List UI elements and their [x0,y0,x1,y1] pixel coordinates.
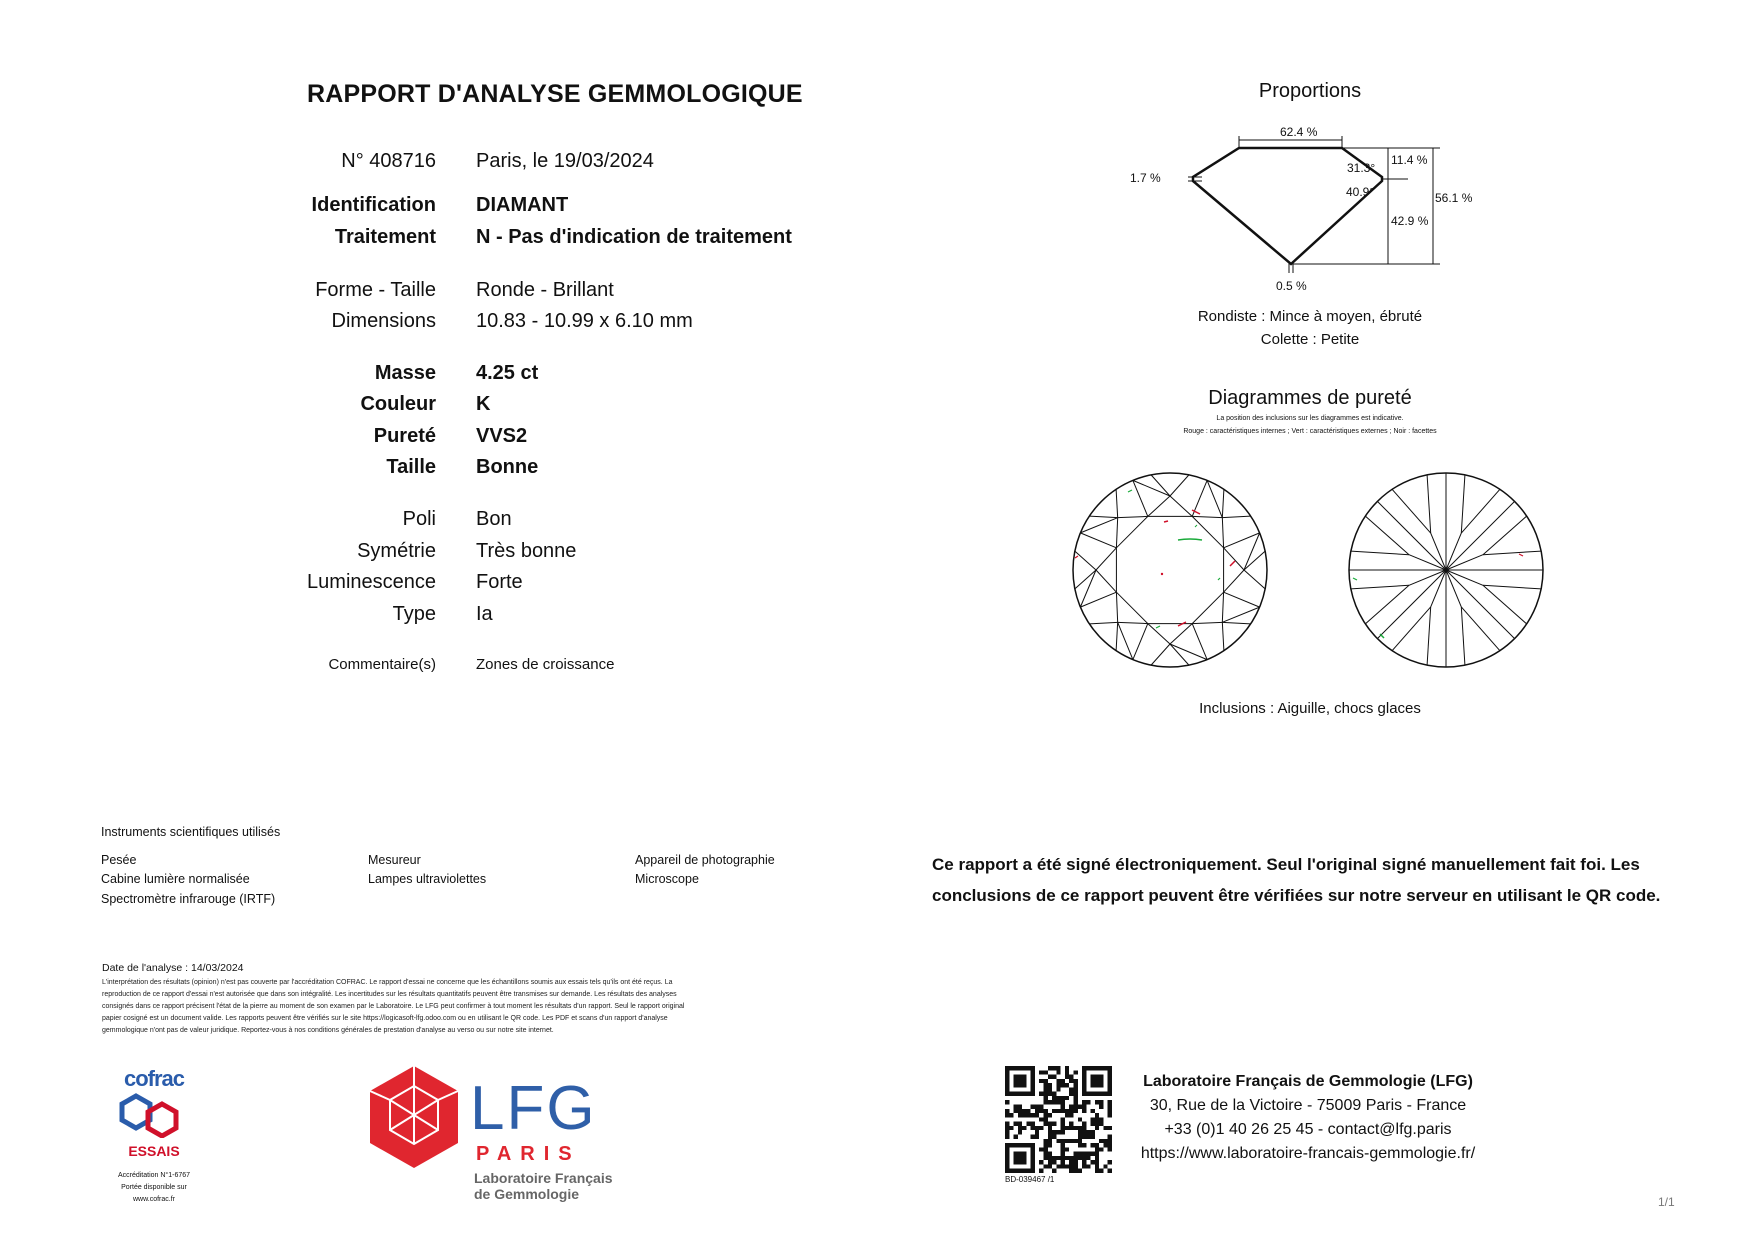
signature-line-2: conclusions de ce rapport peuvent être vérifiées sur notre serveur en utilisant le QR code. [932,886,1661,905]
proportions-title: Proportions [1258,80,1362,102]
signature-line-1: Ce rapport a été signé électroniquement. Seul l'original signé manuellement fait foi. Les [932,855,1640,874]
identification-label: Identification [311,194,436,216]
shape-label: Forme - Taille [315,279,436,301]
treatment-value: N - Pas d'indication de traitement [476,226,792,248]
rondiste-text: Rondiste : Mince à moyen, ébruté [1197,308,1423,325]
girdle-pct: 1.7 % [1130,171,1161,185]
legal-line: consignés dans ce rapport précisent l'état de la pierre au moment de son examen par le Laboratoire. Le LFG peut confirmer à tout moment les résultats d'un rapport. Seul le rapport original [102,1003,685,1010]
clarity-label: Pureté [373,425,436,447]
cofrac-site: www.cofrac.fr [132,1196,175,1203]
pavilion-depth: 42.9 % [1391,214,1429,228]
type-value: Ia [476,603,493,625]
pavilion-clarity-diagram [1346,470,1546,670]
clarity-note-2: Rouge : caractéristiques internes ; Vert : caractéristiques externes ; Noir : facettes [1183,428,1437,435]
cofrac-accreditation: Accréditation N°1-6767 [117,1172,191,1179]
symmetry-label: Symétrie [357,540,436,562]
cofrac-info [94,1170,214,1206]
cofrac-essais: ESSAIS [128,1143,180,1159]
cofrac-hexagon-icon [114,1090,194,1138]
lab-address: 30, Rue de la Victoire - 75009 Paris - France [1149,1097,1467,1114]
crown-height: 11.4 % [1391,153,1428,167]
symmetry-value: Très bonne [476,540,577,562]
legal-notice [102,977,882,1037]
instrument-item: Pesée [101,853,137,867]
color-label: Couleur [360,393,436,415]
proportions-diagram [1130,118,1490,303]
cofrac-brand: cofrac [123,1066,185,1091]
lfg-name-line-2: de Gemmologie [474,1186,580,1202]
crown-clarity-diagram [1070,470,1270,670]
luminescence-value: Forte [476,571,523,593]
treatment-label: Traitement [334,226,436,248]
legal-line: papier cosigné est un document valide. Les rapports peuvent être vérifiés sur le site https://logicasoft-lfg.odoo.com ou en utilisant le QR code. Les PDF et scans d'un rapport d'analyse [102,1015,668,1022]
shape-value: Ronde - Brillant [476,279,614,301]
instrument-item: Mesureur [368,853,421,867]
dimensions-label: Dimensions [331,310,436,332]
legal-line: L'interprétation des résultats (opinion) n'est pas couverte par l'accréditation COFRAC. Le rapport d'essai ne concerne que les échantillons soumis aux essais tels qu'ils ont été reçus. La [102,979,673,986]
identification-value: DIAMANT [476,194,569,216]
comment-value: Zones de croissance [476,656,615,673]
lab-name: Laboratoire Français de Gemmologie (LFG) [1143,1073,1473,1090]
lfg-city: PARIS [476,1143,581,1165]
dimensions-value: 10.83 - 10.99 x 6.10 mm [476,310,693,332]
luminescence-label: Luminescence [307,571,436,593]
instrument-item: Cabine lumière normalisée [101,872,250,886]
comment-label: Commentaire(s) [328,656,436,673]
report-number: N° 408716 [341,150,436,172]
analysis-date: Date de l'analyse : 14/03/2024 [102,962,244,974]
legal-line: reproduction de ce rapport d'essai n'est autorisée que dans son intégralité. Les incertitudes sur les résultats quantitatifs peuvent être transmises sur demande. Les résultats des analyses [102,991,677,998]
lfg-name-line-1: Laboratoire Français [474,1170,613,1186]
culet-pct: 0.5 % [1276,279,1307,293]
page-number: 1/1 [1658,1195,1675,1209]
report-title: RAPPORT D'ANALYSE GEMMOLOGIQUE [307,80,803,108]
legal-line: gemmologique n'ont pas de valeur juridique. Reportez-vous à nos conditions générales de prestation d'analyse au verso ou sur notre site internet. [102,1027,554,1034]
polish-value: Bon [476,508,512,530]
clarity-title: Diagrammes de pureté [1208,387,1412,409]
clarity-note-1: La position des inclusions sur les diagrammes est indicative. [1216,415,1404,422]
qr-code-icon[interactable] [1005,1066,1112,1173]
inclusions-text: Inclusions : Aiguille, chocs glaces [1199,700,1421,717]
cut-label: Taille [386,456,436,478]
qr-code-ref: BD-039467 /1 [1005,1175,1055,1184]
instrument-item: Appareil de photographie [635,853,775,867]
lab-contact: +33 (0)1 40 26 25 45 - contact@lfg.paris [1164,1121,1452,1138]
instrument-item: Lampes ultraviolettes [368,872,487,886]
color-value: K [476,393,491,415]
cut-value: Bonne [476,456,539,478]
lfg-hexagon-icon [368,1064,460,1170]
mass-value: 4.25 ct [476,362,539,384]
lfg-name [474,1170,613,1202]
pavilion-angle: 40.9° [1346,185,1375,199]
instrument-item: Spectromètre infrarouge (IRTF) [101,892,276,906]
crown-angle: 31.3° [1347,161,1376,175]
report-place-date: Paris, le 19/03/2024 [476,150,654,172]
lfg-brand: LFG [470,1074,597,1143]
lab-url[interactable]: https://www.laboratoire-francais-gemmologie.fr/ [1140,1145,1476,1162]
mass-label: Masse [374,362,436,384]
instrument-item: Microscope [635,872,699,886]
clarity-value: VVS2 [476,425,528,447]
colette-text: Colette : Petite [1260,331,1360,348]
cofrac-portee: Portée disponible sur [121,1184,187,1191]
type-label: Type [392,603,436,625]
total-depth: 56.1 % [1435,191,1473,205]
table-pct: 62.4 % [1280,125,1318,139]
cofrac-logo [114,1068,194,1159]
external-inclusion-mark [1178,539,1202,540]
instruments-title: Instruments scientifiques utilisés [101,825,281,839]
polish-label: Poli [402,508,436,530]
